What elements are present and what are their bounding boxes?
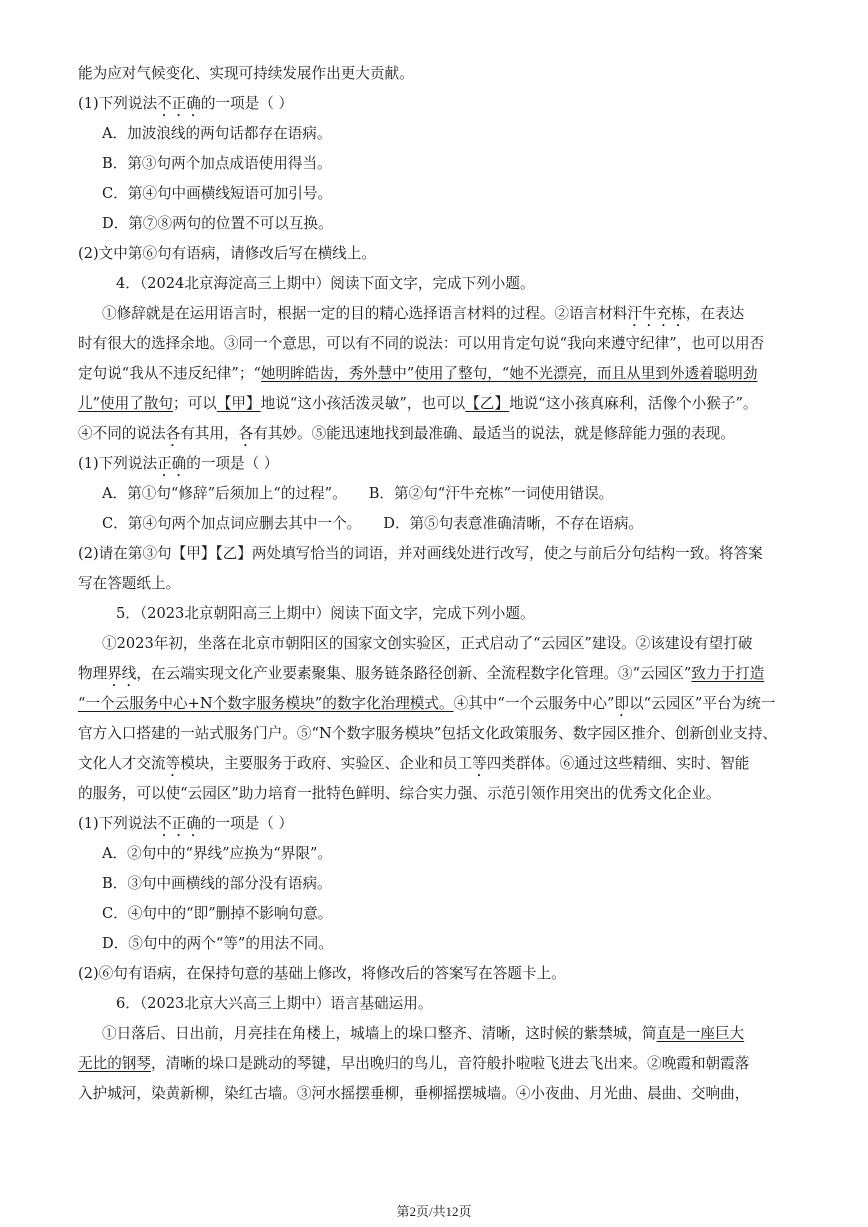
q5-question-1: (1)下列说法不正确的一项是（ ） [78, 815, 294, 832]
q5-option-c: C．④句中的“即”删掉不影响句意。 [102, 905, 333, 922]
intro-question-2: (2)文中第⑥句有语病，请修改后写在横线上。 [78, 245, 376, 262]
q5-option-d: D．⑤句中的两个“等”的用法不同。 [102, 935, 333, 952]
q4-question-1: (1)下列说法正确的一项是（ ） [78, 455, 279, 472]
q5-question-2: (2)⑥句有语病，在保持句意的基础上修改，将修改后的答案写在答题卡上。 [78, 965, 566, 982]
q4-options-cd: C．第④句两个加点词应删去其中一个。 D．第⑤句表意准确清晰，不存在语病。 [102, 515, 644, 532]
intro-option-b: B．第③句两个加点成语使用得当。 [102, 155, 332, 172]
q5-passage-line-6: 的服务，可以使“云园区”助力培育一批特色鲜明、综合实力强、示范引领作用突出的优秀文化企业。 [78, 785, 721, 802]
q4-passage-line-3: 定句说“我从不违反纪律”；“她明眸皓齿，秀外慧中”使用了整句，“她不光漂亮，而且从里到外透着聪明劲 [78, 365, 758, 382]
q5-passage-line-2: 物理界线，在云端实现文化产业要素聚集、服务链条路径创新、全流程数字化管理。③“云园区”致力于打造 [78, 665, 765, 682]
intro-option-c: C．第④句中画横线短语可加引号。 [102, 185, 333, 202]
q6-passage-line-1: ①日落后、日出前，月亮挂在角楼上，城墙上的垛口整齐、清晰，这时候的紫禁城，简直是一座巨大 [102, 1025, 745, 1042]
q4-passage-line-5: ④不同的说法各有其用，各有其妙。⑤能迅速地找到最准确、最适当的说法，就是修辞能力强的表现。 [78, 425, 735, 442]
q5-option-a: A．②句中的“界线”应换为“界限”。 [102, 845, 333, 862]
intro-question-1: (1)下列说法不正确的一项是（ ） [78, 95, 294, 112]
q4-question-2-line-2: 写在答题纸上。 [78, 575, 181, 592]
q6-passage-line-3: 入护城河，染黄新柳，染红古墙。③河水摇摆垂柳，垂柳摇摆城墙。④小夜曲、月光曲、晨曲、交响曲， [78, 1085, 750, 1102]
q5-passage-line-5: 文化人才交流等模块，主要服务于政府、实验区、企业和员工等四类群体。⑥通过这些精细、实时、智能 [78, 755, 750, 772]
q5-option-b: B．③句中画横线的部分没有语病。 [102, 875, 332, 892]
q6-heading: 6．（2023北京大兴高三上期中）语言基础运用。 [116, 995, 433, 1012]
q5-passage-line-3: “一个云服务中心+N个数字服务模块”的数字化治理模式。④其中“一个云服务中心”即以“云园区”平台为统一 [78, 695, 776, 712]
q5-passage-line-1: ①2023年初，坐落在北京市朝阳区的国家文创实验区，正式启动了“云园区”建设。②该建设有望打破 [102, 635, 753, 652]
q4-passage-line-1: ①修辞就是在运用语言时，根据一定的目的精心选择语言材料的过程。②语言材料汗牛充栋，在表达 [102, 305, 745, 322]
q4-passage-line-2: 时有很大的选择余地。③同一个意思，可以有不同的说法：可以用肯定句说“我向来遵守纪律”，也可以用否 [78, 335, 765, 352]
intro-text: 能为应对气候变化、实现可持续发展作出更大贡献。 [78, 65, 414, 82]
q6-passage-line-2: 无比的钢琴，清晰的垛口是跳动的琴键，早出晚归的鸟儿，音符般扑啦啦飞进去飞出来。②晚霞和朝霞落 [78, 1055, 750, 1072]
q4-question-2-line-1: (2)请在第③句【甲】【乙】两处填写恰当的词语，并对画线处进行改写，使之与前后分句结构一致。将答案 [78, 545, 763, 562]
q5-heading: 5．（2023北京朝阳高三上期中）阅读下面文字，完成下列小题。 [116, 605, 535, 622]
intro-option-d: D．第⑦⑧两句的位置不可以互换。 [102, 215, 333, 232]
intro-option-a: A．加波浪线的两句话都存在语病。 [102, 125, 332, 142]
q4-passage-line-4: 儿”使用了散句；可以【甲】地说“这小孩活泼灵敏”，也可以【乙】地说“这小孩真麻利，活像个小猴子”。 [78, 395, 758, 412]
q5-passage-line-4: 官方入口搭建的一站式服务门户。⑤“N个数字服务模块”包括文化政策服务、数字园区推介、创新创业支持、 [78, 725, 778, 742]
q4-heading: 4．（2024北京海淀高三上期中）阅读下面文字，完成下列小题。 [116, 275, 535, 292]
page-number: 第2页/共12页 [396, 1204, 472, 1219]
q4-options-ab: A．第①句“修辞”后须加上“的过程”。 B．第②句“汗牛充栋”一词使用错误。 [102, 485, 614, 502]
